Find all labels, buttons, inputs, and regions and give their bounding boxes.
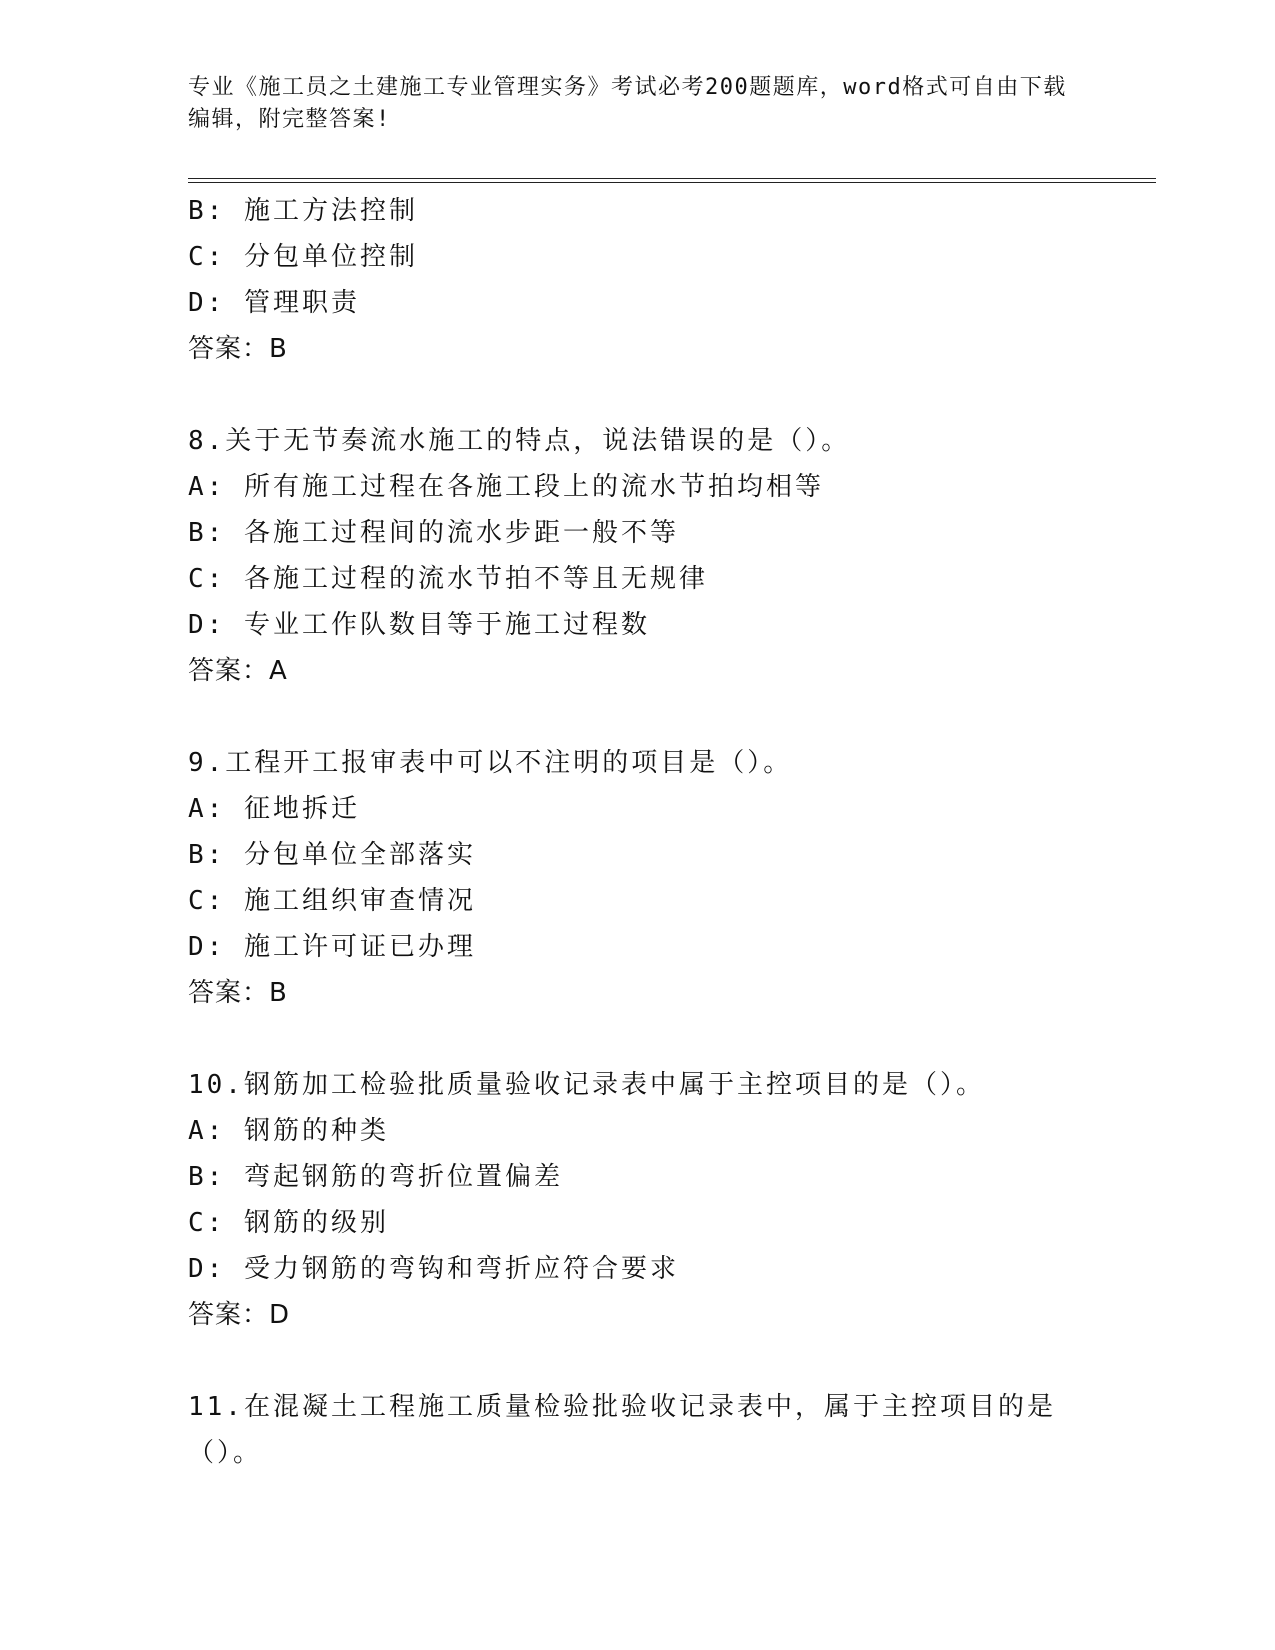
answer-line: 答案：B: [188, 334, 288, 364]
spacer: [188, 694, 1088, 740]
option-d: D: 专业工作队数目等于施工过程数: [188, 610, 650, 640]
question-stem: 9.工程开工报审表中可以不注明的项目是（）。: [188, 748, 793, 778]
question-stem: 11.在混凝土工程施工质量检验批验收记录表中，属于主控项目的是（）。: [188, 1392, 1056, 1468]
question-stem: 10.钢筋加工检验批质量验收记录表中属于主控项目的是（）。: [188, 1070, 985, 1100]
option-d: D: 受力钢筋的弯钩和弯折应符合要求: [188, 1254, 679, 1284]
option-c: C: 施工组织审查情况: [188, 886, 476, 916]
option-b: B: 分包单位全部落实: [188, 840, 476, 870]
option-d: D: 管理职责: [188, 288, 360, 318]
option-b: B: 各施工过程间的流水步距一般不等: [188, 518, 679, 548]
question-8: [188, 418, 1088, 694]
document-header: 专业《施工员之土建施工专业管理实务》考试必考200题题库，word格式可自由下载编辑，附完整答案!: [188, 75, 1067, 132]
spacer: [188, 372, 1088, 418]
spacer: [188, 1016, 1088, 1062]
option-a: A: 钢筋的种类: [188, 1116, 389, 1146]
document-body: [188, 188, 1088, 1476]
option-d: D: 施工许可证已办理: [188, 932, 476, 962]
question-9: [188, 740, 1088, 1016]
continued-question: [188, 188, 1088, 372]
answer-line: 答案：B: [188, 978, 288, 1008]
question-11: [188, 1384, 1088, 1476]
spacer: [188, 1338, 1088, 1384]
option-c: C: 分包单位控制: [188, 242, 418, 272]
header-divider: [188, 178, 1156, 183]
option-c: C: 各施工过程的流水节拍不等且无规律: [188, 564, 708, 594]
question-10: [188, 1062, 1088, 1338]
option-a: A: 所有施工过程在各施工段上的流水节拍均相等: [188, 472, 824, 502]
option-b: B: 施工方法控制: [188, 196, 418, 226]
option-c: C: 钢筋的级别: [188, 1208, 389, 1238]
option-a: A: 征地拆迁: [188, 794, 360, 824]
question-stem: 8.关于无节奏流水施工的特点，说法错误的是（）。: [188, 426, 851, 456]
answer-line: 答案：D: [188, 1300, 291, 1330]
option-b: B: 弯起钢筋的弯折位置偏差: [188, 1162, 563, 1192]
answer-line: 答案：A: [188, 656, 288, 686]
